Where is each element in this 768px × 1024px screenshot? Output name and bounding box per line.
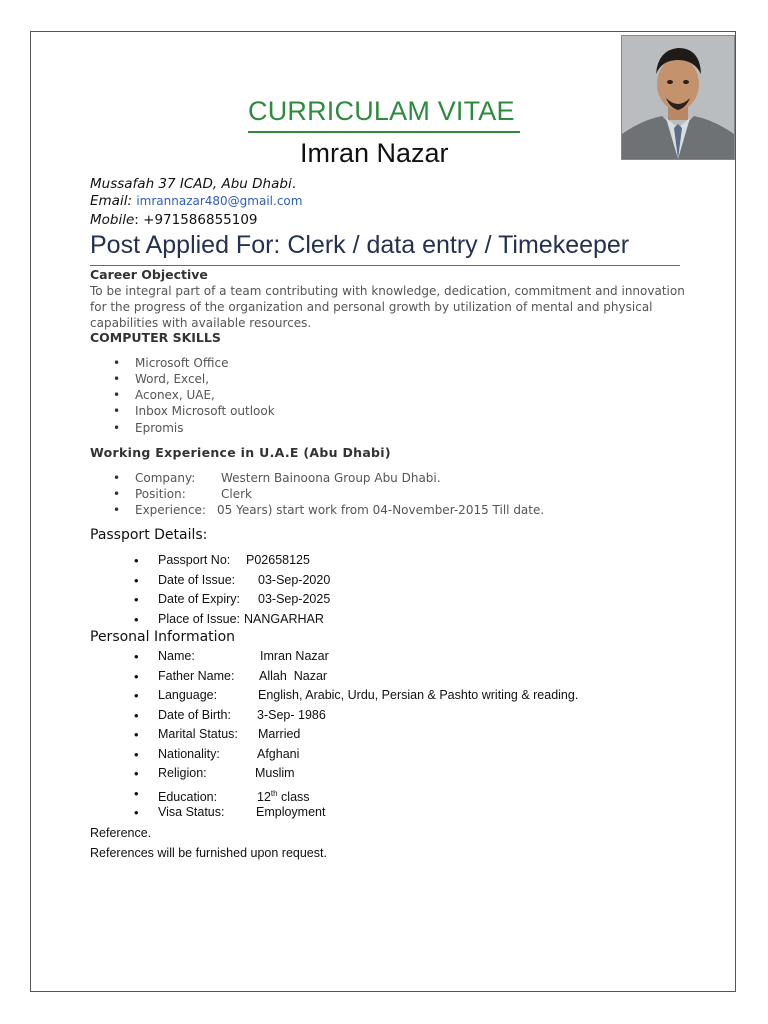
email-label: Email: [90, 193, 133, 209]
profile-photo [621, 35, 735, 160]
skills-list [90, 355, 275, 436]
personal-label: Religion: [158, 766, 207, 780]
list-item [90, 486, 544, 502]
list-item [90, 686, 578, 706]
passport-heading: Passport Details: [90, 527, 208, 543]
personal-value: Employment [256, 805, 326, 819]
passport-value: P02658125 [246, 553, 310, 567]
passport-value: 03-Sep-2020 [258, 572, 331, 587]
exp-value: 05 Years) start work from 04-November-2015 Till date. [217, 503, 545, 517]
list-item [90, 571, 330, 591]
list-item [90, 667, 578, 687]
list-item: • Aconex, UAE, [90, 387, 275, 403]
personal-value: Married [258, 727, 301, 741]
personal-value-suffix: class [277, 789, 310, 804]
list-item [90, 551, 330, 571]
mobile-number: +971586855109 [143, 212, 258, 228]
personal-label: Name: [158, 649, 195, 663]
career-objective-heading: Career Objective [90, 267, 208, 282]
list-item [90, 610, 330, 630]
personal-label: Education: [158, 789, 218, 804]
personal-value: Allah Nazar [259, 668, 328, 683]
cv-title: CURRICULAM VITAE [248, 96, 515, 126]
list-item: • Inbox Microsoft outlook [90, 403, 275, 419]
list-item [90, 706, 578, 726]
passport-label: Date of Issue: [158, 572, 236, 587]
exp-label: Position: [135, 487, 186, 501]
exp-value: Clerk [221, 487, 252, 501]
personal-value: Imran Nazar [260, 649, 329, 663]
list-item [90, 502, 544, 518]
list-item: • Microsoft Office [90, 355, 275, 371]
personal-label: Language: [158, 688, 218, 702]
list-item [90, 784, 578, 804]
email-line [90, 193, 302, 209]
personal-value: Afghani [257, 746, 300, 761]
mobile-line: Mobile: +971586855109 [90, 212, 258, 228]
mobile-label: Mobile [90, 212, 135, 228]
exp-label: Experience: [135, 503, 206, 517]
address-text: Mussafah 37 ICAD, Abu Dhabi [90, 176, 292, 192]
personal-value: 3-Sep- 1986 [257, 707, 326, 722]
personal-label: Nationality: [158, 746, 220, 761]
list-item [90, 647, 578, 667]
title-underline [248, 131, 520, 133]
exp-label: Company: [135, 471, 196, 485]
personal-label: Visa Status: [158, 805, 225, 819]
experience-list [90, 470, 544, 518]
address-line: Mussafah 37 ICAD, Abu Dhabi. [90, 176, 296, 192]
reference-heading: Reference. [90, 826, 152, 840]
list-item: • Word, Excel, [90, 371, 275, 387]
passport-value: NANGARHAR [244, 611, 324, 626]
post-applied-heading: Post Applied For: Clerk / data entry / Timekeeper [90, 231, 630, 259]
computer-skills-heading: COMPUTER SKILLS [90, 330, 221, 345]
personal-value: Muslim [255, 766, 295, 780]
list-item [90, 764, 578, 784]
personal-info-heading: Personal Information [90, 629, 236, 645]
personal-label: Marital Status: [158, 727, 238, 741]
list-item: • Epromis [90, 420, 275, 436]
list-item [90, 590, 330, 610]
list-item [90, 725, 578, 745]
personal-info-list [90, 647, 578, 823]
career-objective-text: To be integral part of a team contributing with knowledge, dedication, commitment and innovation for the progress of the organization and personal growth by utilization of mental and physical capabilities with available resources. [90, 284, 685, 330]
list-item [90, 745, 578, 765]
experience-heading: Working Experience in U.A.E (Abu Dhabi) [90, 445, 391, 460]
superscript: th [270, 788, 278, 798]
passport-label: Place of Issue: [158, 611, 240, 626]
passport-label: Date of Expiry: [158, 592, 240, 606]
personal-value: 12 [257, 789, 271, 804]
list-item [90, 803, 578, 823]
list-item [90, 470, 544, 486]
personal-label: Date of Birth: [158, 707, 231, 722]
passport-value: 03-Sep-2025 [258, 592, 331, 606]
candidate-name: Imran Nazar [300, 138, 449, 168]
passport-list [90, 551, 330, 629]
personal-label: Father Name: [158, 668, 235, 683]
personal-value: English, Arabic, Urdu, Persian & Pashto writing & reading. [258, 688, 579, 702]
reference-text: References will be furnished upon request. [90, 846, 327, 860]
exp-value: Western Bainoona Group Abu Dhabi. [221, 471, 441, 485]
post-underline [90, 265, 680, 266]
email-link[interactable]: imrannazar480@gmail.com [136, 194, 303, 208]
passport-label: Passport No: [158, 553, 231, 567]
